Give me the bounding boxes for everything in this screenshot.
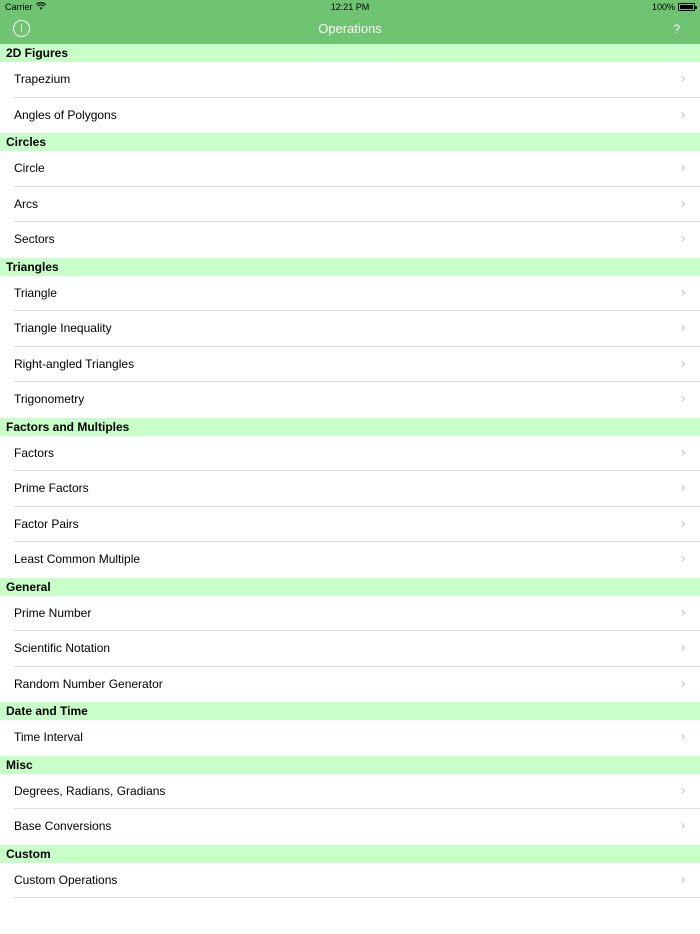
chevron-right-icon: › [680,71,686,87]
chevron-right-icon: › [680,818,686,834]
list-item[interactable] [0,276,700,312]
chevron-right-icon: › [680,160,686,176]
list-item-label: Triangle [14,285,57,300]
list-item[interactable] [0,436,700,472]
chevron-right-icon: › [680,320,686,336]
list-item[interactable] [0,62,700,98]
section-header: Misc [0,756,700,774]
list-item-label: Right-angled Triangles [14,356,135,371]
list-item[interactable] [0,542,700,578]
list-item[interactable] [0,809,700,845]
list-item[interactable] [0,667,700,703]
list-item-label: Prime Number [14,605,92,620]
list-item-label: Degrees, Radians, Gradians [14,783,166,798]
status-bar [0,0,700,14]
list-item-label: Base Conversions [14,819,112,833]
list-item[interactable] [0,347,700,383]
list-item[interactable] [0,382,700,418]
chevron-right-icon: › [680,231,686,247]
list-item-label: Trapezium [14,72,71,86]
list-item-label: Random Number Generator [14,676,163,691]
list-item-label: Factors [14,445,55,460]
chevron-right-icon: › [680,604,686,621]
list-item-label: Sectors [14,232,55,246]
operations-list [0,44,700,898]
list-item-label: Prime Factors [14,481,89,495]
chevron-right-icon: › [680,355,686,372]
list-item-label: Least Common Multiple [14,552,141,566]
list-item-label: Trigonometry [14,392,85,406]
chevron-right-icon: › [680,640,686,656]
section-header: Triangles [0,258,700,276]
section-header: General [0,578,700,596]
navigation-bar [0,14,700,44]
section-header: Circles [0,133,700,151]
chevron-right-icon: › [680,782,686,799]
section-header: Factors and Multiples [0,418,700,436]
status-time: 12:21 PM [330,2,370,12]
chevron-right-icon: › [680,515,686,532]
list-item-label: Circle [14,161,45,175]
chevron-right-icon: › [680,871,686,888]
list-item-label: Custom Operations [14,872,118,887]
list-item-label: Time Interval [14,730,83,744]
list-item-label: Factor Pairs [14,516,79,531]
list-item[interactable] [0,311,700,347]
chevron-right-icon: › [680,551,686,567]
list-item[interactable] [0,596,700,632]
list-item[interactable] [0,863,700,899]
list-item[interactable] [0,151,700,187]
list-item[interactable] [0,187,700,223]
page-title: Operations [318,21,382,36]
chevron-right-icon: › [680,729,686,745]
list-item-label: Arcs [14,196,38,211]
chevron-right-icon: › [680,391,686,407]
list-item[interactable] [0,774,700,810]
chevron-right-icon: › [680,106,686,123]
section-header: 2D Figures [0,44,700,62]
info-button[interactable]: i [13,20,30,37]
help-button[interactable]: ? [673,22,680,36]
chevron-right-icon: › [680,675,686,692]
chevron-right-icon: › [680,480,686,496]
section-header: Date and Time [0,702,700,720]
battery-percent: 100% [651,2,675,12]
list-item[interactable] [0,222,700,258]
list-item-label: Angles of Polygons [14,107,117,122]
chevron-right-icon: › [680,444,686,461]
chevron-right-icon: › [680,284,686,301]
battery-icon [678,3,695,11]
list-item[interactable] [0,471,700,507]
chevron-right-icon: › [680,195,686,212]
list-item-label: Scientific Notation [14,641,111,655]
list-item-label: Triangle Inequality [14,321,112,335]
status-right [652,0,695,14]
list-item[interactable] [0,631,700,667]
list-item[interactable] [0,98,700,134]
list-item[interactable] [0,720,700,756]
carrier-label: Carrier [5,2,33,12]
section-header: Custom [0,845,700,863]
list-item[interactable] [0,507,700,543]
